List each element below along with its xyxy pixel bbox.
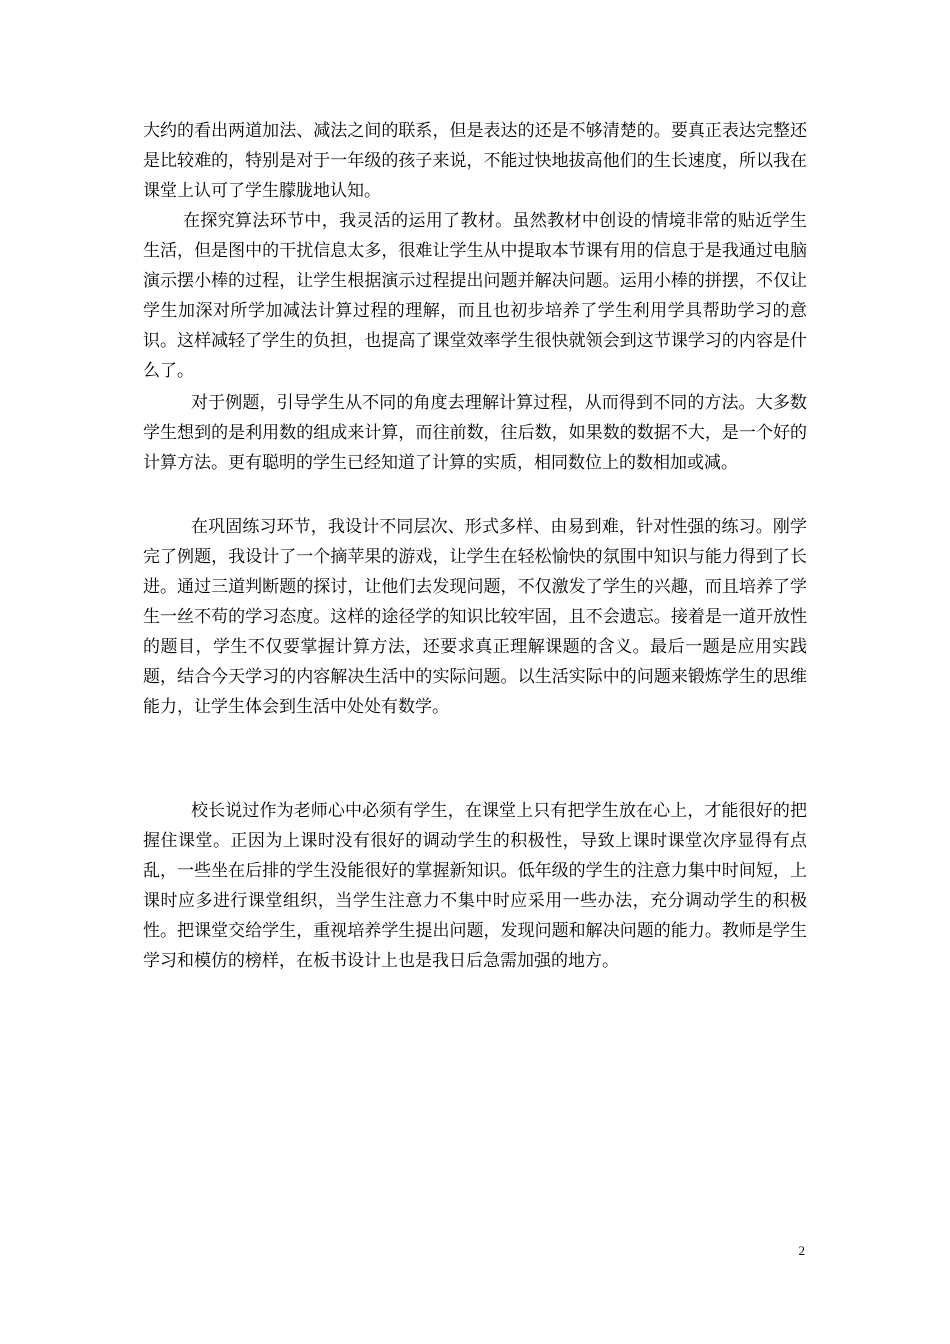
paragraph-3: 对于例题，引导学生从不同的角度去理解计算过程，从而得到不同的方法。大多数学生想到的是利用数的组成来计算，而往前数，往后数，如果数的数据不大，是一个好的计算方法。更有聪明的学生已经知道了计算的实质，相同数位上的数相加或减。: [143, 393, 807, 473]
paragraph-1: 大约的看出两道加法、减法之间的联系，但是表达的还是不够清楚的。要真正表达完整还是比较难的，特别是对于一年级的孩子来说，不能过快地拔高他们的生长速度，所以我在课堂上认可了学生朦胧地认知。: [143, 121, 807, 201]
paragraph-2: 在探究算法环节中，我灵活的运用了教材。虽然教材中创设的情境非常的贴近学生生活，但是图中的干扰信息太多，很难让学生从中提取本节课有用的信息于是我通过电脑演示摆小棒的过程，让学生根据演示过程提出问题并解决问题。运用小棒的拼摆，不仅让学生加深对所学加减法计算过程的理解，而且也初步培养了学生利用学具帮助学习的意识。这样减轻了学生的负担，也提高了课堂效率学生很快就领会到这节课学习的内容是什么了。: [143, 211, 807, 381]
paragraph-4: 在巩固练习环节，我设计不同层次、形式多样、由易到难，针对性强的练习。刚学完了例题，我设计了一个摘苹果的游戏，让学生在轻松愉快的氛围中知识与能力得到了长进。通过三道判断题的探讨，让他们去发现问题，不仅激发了学生的兴趣，而且培养了学生一丝不苟的学习态度。这样的途径学的知识比较牢固，且不会遗忘。接着是一道开放性的题目，学生不仅要掌握计算方法，还要求真正理解课题的含义。最后一题是应用实践题，结合今天学习的内容解决生活中的实际问题。以生活实际中的问题来锻炼学生的思维能力，让学生体会到生活中处处有数学。: [143, 517, 807, 717]
page-number: 2: [798, 1243, 805, 1258]
paragraph-5: 校长说过作为老师心中必须有学生，在课堂上只有把学生放在心上，才能很好的把握住课堂。正因为上课时没有很好的调动学生的积极性，导致上课时课堂次序显得有点乱，一些坐在后排的学生没能很好的掌握新知识。低年级的学生的注意力集中时间短，上课时应多进行课堂组织，当学生注意力不集中时应采用一些办法，充分调动学生的积极性。把课堂交给学生，重视培养学生提出问题，发现问题和解决问题的能力。教师是学生学习和模仿的榜样，在板书设计上也是我日后急需加强的地方。: [143, 801, 807, 971]
